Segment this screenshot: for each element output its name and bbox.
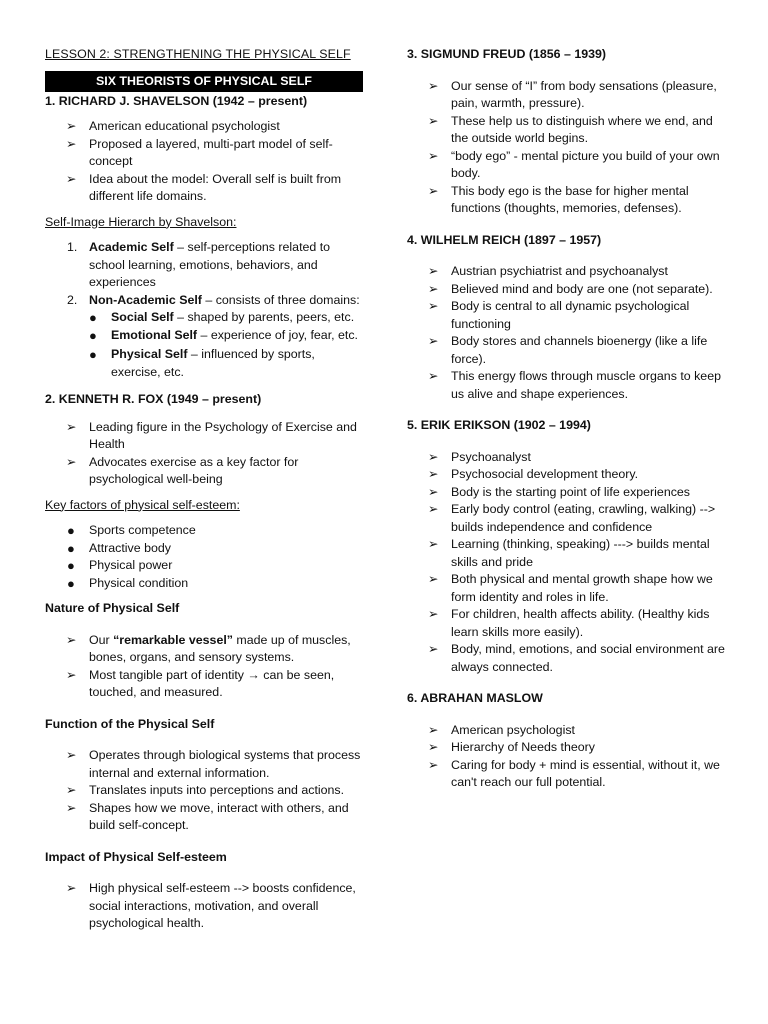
list-item: ➢ This energy flows through muscle organs to keep us alive and shape experiences. <box>428 369 721 401</box>
list-item: ➢ Most tangible part of identity → can be seen, touched, and measured. <box>66 667 335 699</box>
list-item: ● Sports competence <box>67 523 196 538</box>
list-item: ➢ Idea about the model: Overall self is built from different life domains. <box>66 171 342 203</box>
maslow-heading: 6. ABRAHAN MASLOW <box>407 691 543 705</box>
shavelson-bullets <box>45 118 363 206</box>
list-item: ● Attractive body <box>67 540 171 556</box>
reich-bullets <box>407 263 727 403</box>
list-item: ➢ Advocates exercise as a key factor for psychological well-being <box>66 454 299 486</box>
arrow-bullet-icon: ➢ <box>428 642 439 656</box>
arrow-bullet-icon: ➢ <box>428 369 439 383</box>
list-item: ➢ Operates through biological systems that process internal and external information. <box>66 748 361 780</box>
arrow-bullet-icon: ➢ <box>428 281 439 296</box>
list-item: ● Emotional Self – experience of joy, fear, etc. <box>89 327 359 343</box>
list-item: ➢ Body, mind, emotions, and social environment are always connected. <box>428 642 725 674</box>
list-item: 1. Academic Self – self-perceptions related to school learning, emotions, behaviors, and experiences <box>67 240 331 289</box>
arrow-bullet-icon: ➢ <box>428 113 439 128</box>
hierarchy-title: Self-Image Hierarch by Shavelson: <box>45 214 237 229</box>
list-item: ➢ High physical self-esteem --> boosts confidence, social interactions, motivation, and overall psychological health. <box>66 881 356 930</box>
arrow-bullet-icon: ➢ <box>428 484 439 499</box>
impact-bullets <box>45 880 363 933</box>
arrow-bullet-icon: ➢ <box>428 740 439 754</box>
list-item: ➢ Shapes how we move, interact with others, and build self-concept. <box>66 800 349 832</box>
list-item: ➢ Psychoanalyst <box>407 449 727 467</box>
list-item: ➢ Proposed a layered, multi-part model of self-concept <box>66 136 333 168</box>
list-item: ➢ Early body control (eating, crawling, walking) --> builds independence and confidence <box>428 502 716 534</box>
fox-heading: 2. KENNETH R. FOX (1949 – present) <box>45 392 262 406</box>
arrow-bullet-icon: ➢ <box>428 537 439 551</box>
list-item: ➢ Believed mind and body are one (not separate). <box>407 281 727 299</box>
erikson-bullets <box>407 449 727 677</box>
list-item: ➢ Our sense of “I” from body sensations (pleasure, pain, warmth, pressure). <box>428 78 717 110</box>
freud-heading: 3. SIGMUND FREUD (1856 – 1939) <box>407 47 607 61</box>
arrow-bullet-icon: ➢ <box>66 783 77 797</box>
hierarchy-list <box>45 239 363 381</box>
dot-bullet-icon: ● <box>67 540 75 556</box>
arrow-bullet-icon: ➢ <box>428 299 439 313</box>
list-item: ➢ Our “remarkable vessel” made up of muscles, bones, organs, and sensory systems. <box>66 632 351 664</box>
arrow-bullet-icon: ➢ <box>66 136 77 151</box>
function-heading: Function of the Physical Self <box>45 716 215 731</box>
dot-bullet-icon: ● <box>89 347 97 362</box>
list-item: ➢ Caring for body + mind is essential, without it, we can't reach our full potential. <box>428 757 720 789</box>
arrow-bullet-icon: ➢ <box>66 171 77 186</box>
arrow-bullet-icon: ➢ <box>66 748 77 762</box>
list-item: ➢ Translates inputs into perceptions and actions. <box>45 782 363 800</box>
erikson-heading: 5. ERIK ERIKSON (1902 – 1994) <box>407 418 591 432</box>
freud-bullets <box>407 78 727 218</box>
dot-bullet-icon: ● <box>67 575 75 591</box>
list-item: 2. Non-Academic Self – consists of three domains: ● Social Self – shaped by parents, peers, etc. ● Emotional Self – experience of joy, fear, etc. ● Physical Self – influenced by sports, exercise, etc. <box>45 292 363 382</box>
list-item: ➢ Hierarchy of Needs theory <box>407 739 727 757</box>
fox-bullets <box>45 419 363 489</box>
arrow-bullet-icon: ➢ <box>428 502 439 516</box>
list-item: ● Physical condition <box>67 575 189 591</box>
list-item: ➢ Austrian psychiatrist and psychoanalyst <box>407 263 727 281</box>
list-item: ● Physical Self – influenced by sports, exercise, etc. <box>89 347 315 379</box>
list-item: ➢ Psychosocial development theory. <box>407 466 727 484</box>
list-item: ➢ For children, health affects ability. (Healthy kids learn skills more easily). <box>428 607 710 639</box>
impact-heading: Impact of Physical Self-esteem <box>45 849 227 864</box>
right-column <box>407 46 727 792</box>
arrow-bullet-icon: ➢ <box>428 78 439 93</box>
dot-bullet-icon: ● <box>67 523 75 538</box>
list-item: ➢ “body ego” - mental picture you build of your own body. <box>428 148 720 180</box>
function-bullets <box>45 747 363 835</box>
arrow-bullet-icon: ➢ <box>428 722 439 737</box>
arrow-bullet-icon: ➢ <box>66 800 77 815</box>
list-item: ➢ American educational psychologist <box>45 118 363 136</box>
arrow-bullet-icon: ➢ <box>66 667 77 682</box>
list-item: ● Social Self – shaped by parents, peers, etc. <box>89 310 355 325</box>
reich-heading: 4. WILHELM REICH (1897 – 1957) <box>407 232 602 247</box>
maslow-bullets <box>407 722 727 792</box>
arrow-bullet-icon: ➢ <box>66 419 77 434</box>
key-factors-title: Key factors of physical self-esteem: <box>45 497 240 512</box>
lesson-title: LESSON 2: STRENGTHENING THE PHYSICAL SELF <box>45 47 351 61</box>
arrow-bullet-icon: ➢ <box>428 572 439 586</box>
nature-bullets <box>45 632 363 702</box>
list-item: ➢ This body ego is the base for higher mental functions (thoughts, memories, defenses). <box>428 183 689 215</box>
list-item: ➢ Body is central to all dynamic psychological functioning <box>428 299 690 331</box>
list-item: ➢ These help us to distinguish where we end, and the outside world begins. <box>428 113 713 145</box>
list-item: ➢ Learning (thinking, speaking) ---> builds mental skills and pride <box>428 537 710 569</box>
nature-heading: Nature of Physical Self <box>45 601 180 615</box>
arrow-bullet-icon: ➢ <box>428 334 439 348</box>
arrow-bullet-icon: ➢ <box>66 632 77 647</box>
arrow-bullet-icon: ➢ <box>428 183 439 198</box>
arrow-bullet-icon: ➢ <box>428 467 439 481</box>
arrow-bullet-icon: ➢ <box>66 881 77 895</box>
left-column <box>45 46 363 933</box>
list-item: ➢ Body stores and channels bioenergy (like a life force). <box>428 334 708 366</box>
arrow-bullet-icon: ➢ <box>428 607 439 621</box>
dot-bullet-icon: ● <box>67 558 75 573</box>
arrow-bullet-icon: ➢ <box>66 454 77 469</box>
list-item: ➢ American psychologist <box>407 722 727 740</box>
arrow-bullet-icon: ➢ <box>66 119 77 133</box>
list-item: ● Physical power <box>67 558 173 573</box>
domain-list <box>89 309 363 381</box>
arrow-bullet-icon: ➢ <box>428 148 439 163</box>
shavelson-heading: 1. RICHARD J. SHAVELSON (1942 – present) <box>45 93 308 108</box>
list-item: ➢ Leading figure in the Psychology of Exercise and Health <box>66 419 357 451</box>
dot-bullet-icon: ● <box>89 310 97 325</box>
list-item: ➢ Both physical and mental growth shape how we form identity and roles in life. <box>428 572 713 604</box>
list-item: ➢ Body is the starting point of life experiences <box>407 484 727 502</box>
arrow-bullet-icon: ➢ <box>428 264 439 278</box>
arrow-bullet-icon: ➢ <box>428 757 439 772</box>
dot-bullet-icon: ● <box>89 327 97 343</box>
key-factors-list <box>45 522 363 592</box>
arrow-bullet-icon: ➢ <box>428 449 439 464</box>
section-banner: SIX THEORISTS OF PHYSICAL SELF <box>45 71 363 92</box>
